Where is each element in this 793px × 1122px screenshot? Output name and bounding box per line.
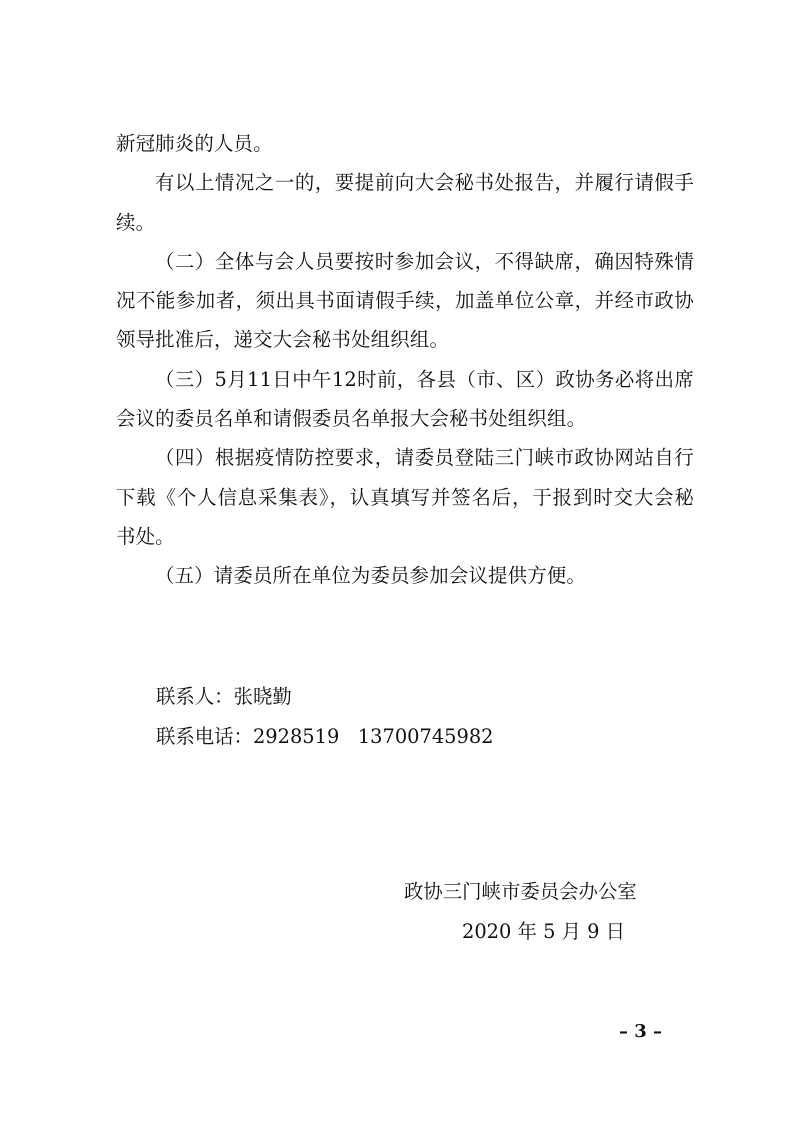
- contact-phone: 联系电话：2928519 13700745982: [156, 725, 494, 748]
- paragraph-item-4: （四）根据疫情防控要求，请委员登陆三门峡市政协网站自行下载《个人信息采集表》，认真填写并签名后，于报到时交大会秘书处。: [116, 446, 694, 548]
- document-body: [116, 124, 694, 596]
- signature-organization: 政协三门峡市委员会办公室: [404, 880, 637, 903]
- paragraph-report-requirement: 有以上情况之一的，要提前向大会秘书处报告，并履行请假手续。: [116, 171, 694, 234]
- signature-block: [404, 872, 637, 952]
- page-number: – 3 –: [619, 1021, 663, 1042]
- paragraph-item-3: （三）5月11日中午12时前，各县（市、区）政协务必将出席会议的委员名单和请假委员名单报大会秘书处组织组。: [116, 367, 694, 431]
- paragraph-item-5: （五）请委员所在单位为委员参加会议提供方便。: [155, 564, 586, 588]
- contact-block: [156, 677, 494, 757]
- signature-date: 2020 年 5 月 9 日: [462, 920, 626, 943]
- paragraph-item-2: （二）全体与会人员要按时参加会议，不得缺席，确因特殊情况不能参加者，须出具书面请假手续，加盖单位公章，并经市政协领导批准后，递交大会秘书处组织组。: [116, 249, 694, 352]
- contact-person: 联系人：张晓勤: [156, 685, 292, 708]
- paragraph-continuation: 新冠肺炎的人员。: [116, 132, 273, 155]
